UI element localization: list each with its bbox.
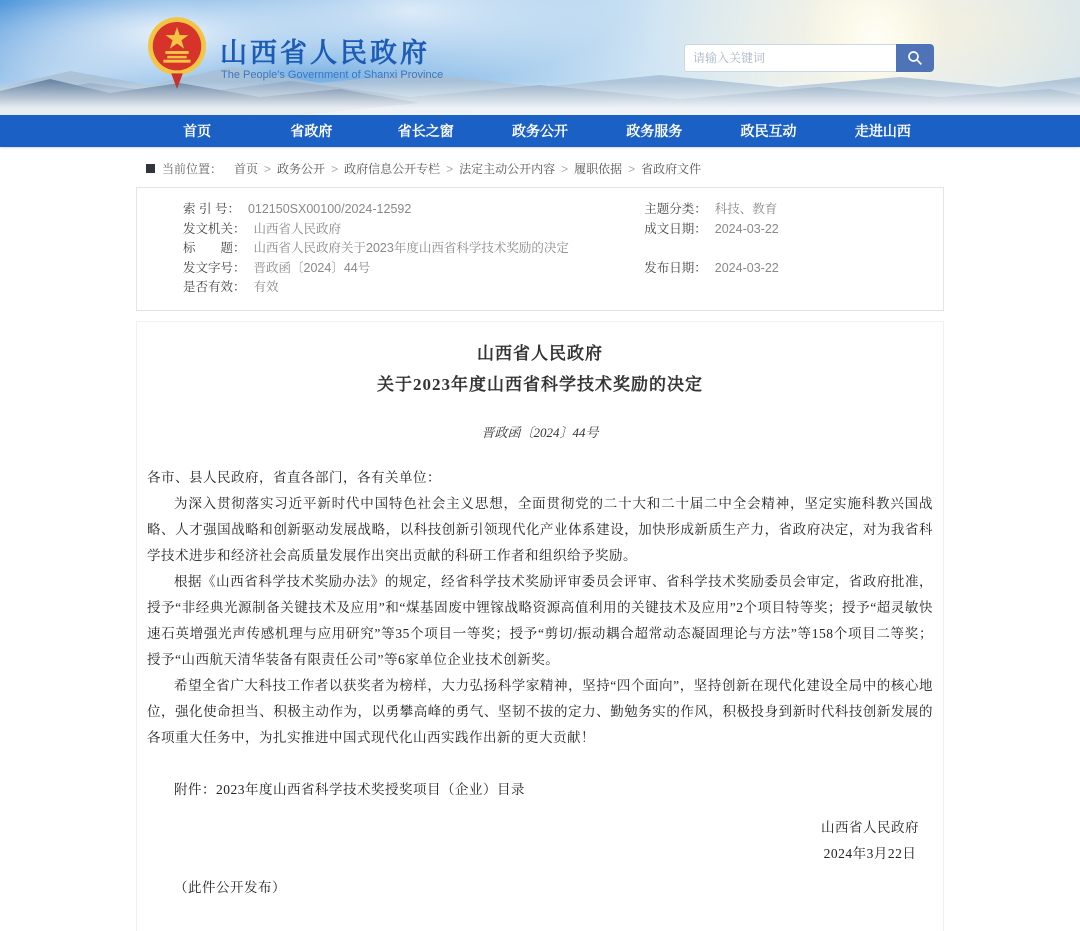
nav-item-disclosure[interactable]: 政务公开 — [511, 123, 568, 139]
nav-item-services[interactable]: 政务服务 — [626, 123, 683, 139]
location-icon — [146, 164, 155, 173]
meta-value-index-number: 012150SX00100/2024-12592 — [247, 202, 412, 216]
meta-row-index — [183, 200, 927, 220]
public-release-note: （此件公开发布） — [174, 879, 286, 895]
breadcrumb-separator: > — [331, 161, 339, 176]
site-title: 山西省人民政府 — [220, 38, 430, 68]
meta-label-title: 标 题： — [183, 241, 246, 255]
meta-row-validity — [183, 278, 927, 298]
breadcrumb-duties[interactable]: 履职依据 — [574, 162, 623, 176]
document-title-line2: 关于2023年度山西省科学技术奖励的决定 — [377, 374, 703, 394]
document-number: 晋政函〔2024〕44号 — [481, 424, 599, 440]
meta-value-doc-number: 晋政函〔2024〕44号 — [253, 260, 371, 275]
document-metadata-card — [136, 187, 944, 311]
breadcrumb-statutory[interactable]: 法定主动公开内容 — [459, 162, 556, 176]
breadcrumb — [146, 147, 934, 177]
meta-label-written-date: 成文日期： — [644, 221, 707, 236]
meta-value-validity: 有效 — [253, 280, 279, 294]
nav-item-governor[interactable]: 省长之窗 — [397, 123, 454, 139]
main-nav — [0, 115, 1080, 147]
document-card — [136, 321, 944, 931]
document-paragraph-1: 为深入贯彻落实习近平新时代中国特色社会主义思想，全面贯彻党的二十大和二十届二中全会精神，坚定实施科教兴国战略、人才强国战略和创新驱动发展战略，以科技创新引领现代化产业体系建设，加快形成新质生产力，省政府决定，对为我省科学技术进步和经济社会高质量发展作出突出贡献的科研工作者和组织给予奖励。 — [147, 495, 933, 563]
document-paragraph-3: 希望全省广大科技工作者以获奖者为榜样，大力弘扬科学家精神，坚持“四个面向”，坚持创新在现代化建设全局中的核心地位，强化使命担当、积极主动作为，以勇攀高峰的勇气、坚韧不拔的定力、勤勉务实的作风，积极投身到新时代科技创新发展的各项重大任务中，为扎实推进中国式现代化山西实践作出新的更大贡献！ — [147, 677, 933, 745]
signature-agency: 山西省人民政府 — [821, 819, 919, 835]
signature-date: 2024年3月22日 — [823, 845, 917, 861]
document-paragraph-2: 根据《山西省科学技术奖励办法》的规定，经省科学技术奖励评审委员会评审、省科学技术奖励委员会审定，省政府批准，授予“非经典光源制备关键技术及应用”和“煤基固废中锂镓战略资源高值利用的关键技术及应用”2个项目特等奖；授予“超灵敏快速石英增强光声传感机理与应用研究”等35个项目一等奖；授予“剪切/振动耦合超常动态凝固理论与方法”等158个项目二等奖；授予“山西航天清华装备有限责任公司”等6家单位企业技术创新奖。 — [147, 573, 933, 667]
site-logo-link[interactable] — [146, 13, 476, 101]
search-input[interactable] — [684, 44, 896, 72]
meta-label-topic-category: 主题分类： — [644, 202, 707, 216]
meta-value-topic-category: 科技、教育 — [714, 202, 778, 216]
meta-value-written-date: 2024-03-22 — [714, 221, 779, 236]
national-emblem-icon — [146, 15, 208, 89]
breadcrumb-gov-docs[interactable]: 省政府文件 — [641, 162, 702, 176]
nav-item-home[interactable]: 首页 — [183, 123, 212, 139]
search-button[interactable] — [896, 44, 934, 72]
meta-label-publish-date: 发布日期： — [644, 260, 707, 275]
meta-label-validity: 是否有效： — [183, 280, 246, 294]
breadcrumb-separator: > — [628, 161, 636, 176]
meta-label-index-number: 索 引 号： — [183, 202, 240, 216]
site-banner — [0, 0, 1080, 115]
breadcrumb-home[interactable]: 首页 — [234, 162, 259, 176]
meta-label-issuing-agency: 发文机关： — [183, 221, 246, 236]
nav-item-interaction[interactable]: 政民互动 — [740, 123, 797, 139]
meta-value-issuing-agency: 山西省人民政府 — [253, 221, 342, 236]
breadcrumb-prefix: 当前位置： — [162, 162, 223, 176]
meta-row-doc-number — [183, 259, 927, 279]
breadcrumb-info-column[interactable]: 政府信息公开专栏 — [344, 162, 441, 176]
document-attachment-line: 附件：2023年度山西省科学技术奖授奖项目（企业）目录 — [174, 781, 525, 797]
breadcrumb-disclosure[interactable]: 政务公开 — [277, 162, 326, 176]
breadcrumb-separator: > — [561, 161, 569, 176]
breadcrumb-separator: > — [264, 161, 272, 176]
meta-row-issuing-agency — [183, 220, 927, 240]
meta-row-title — [183, 239, 927, 259]
nav-item-about[interactable]: 走进山西 — [854, 123, 911, 139]
search-box — [684, 44, 934, 72]
meta-value-publish-date: 2024-03-22 — [714, 260, 779, 275]
nav-item-government[interactable]: 省政府 — [290, 123, 333, 139]
site-subtitle: The People's Government of Shanxi Province — [221, 69, 444, 81]
document-salutation: 各市、县人民政府，省直各部门，各有关单位： — [147, 469, 441, 485]
breadcrumb-separator: > — [446, 161, 454, 176]
signature-block — [147, 815, 933, 867]
meta-label-doc-number: 发文字号： — [183, 260, 246, 275]
meta-value-title: 山西省人民政府关于2023年度山西省科学技术奖励的决定 — [253, 241, 569, 255]
search-icon — [906, 49, 924, 67]
document-title-line1: 山西省人民政府 — [477, 343, 603, 363]
document-body — [147, 465, 933, 901]
